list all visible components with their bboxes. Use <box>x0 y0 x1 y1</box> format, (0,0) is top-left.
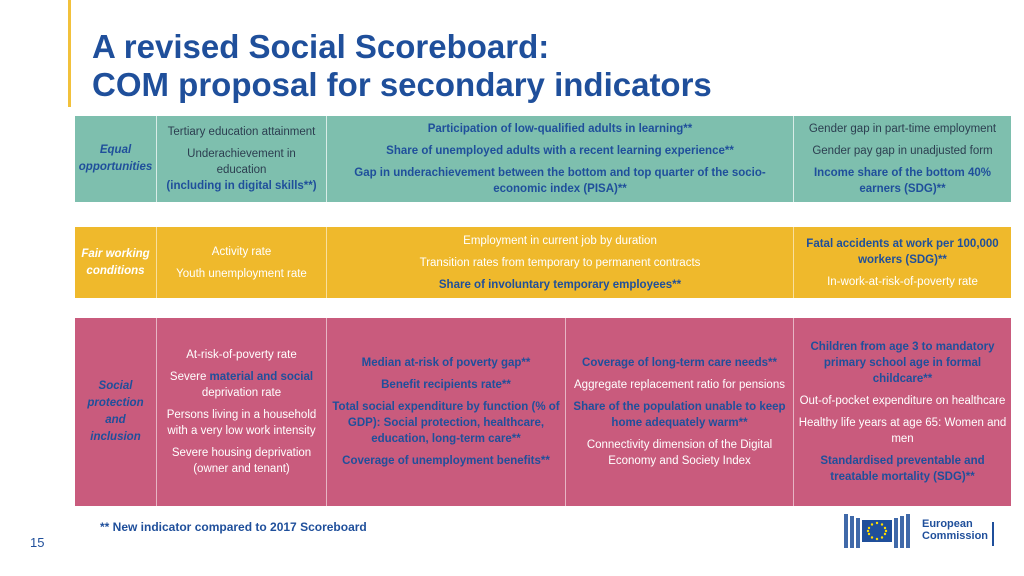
indicator-new: Participation of low-qualified adults in learning** <box>427 123 693 135</box>
indicator-text-new: (including in digital skills**) <box>166 180 317 192</box>
indicator-new: Children from age 3 to mandatory primary school age in formal childcare** <box>810 341 995 385</box>
indicator: In-work-at-risk-of-poverty rate <box>827 275 978 288</box>
indicator <box>170 369 313 401</box>
indicator-new: Coverage of unemployment benefits** <box>342 455 550 467</box>
indicator-new: Share of involuntary temporary employees** <box>438 278 682 291</box>
title-line-2: COM proposal for secondary indicators <box>92 66 712 103</box>
european-commission-logo <box>842 509 992 551</box>
indicator-new: Total social expenditure by function (% of GDP): Social protection, healthcare, education, long-term care** <box>332 401 560 445</box>
indicator: Youth unemployment rate <box>176 267 307 280</box>
indicator: Persons living in a household with a very low work intensity <box>166 409 317 437</box>
category-label: Fair working <box>81 247 150 260</box>
category-label: opportunities <box>78 161 153 173</box>
indicator: Employment in current job by duration <box>463 234 657 247</box>
indicator-new: Coverage of long-term care needs** <box>582 357 777 369</box>
indicator-text: Severe <box>169 371 210 383</box>
logo-divider <box>992 522 994 546</box>
indicator: Gender pay gap in unadjusted form <box>812 145 993 157</box>
indicator-new: Benefit recipients rate** <box>381 379 511 391</box>
logo-wordmark <box>922 518 988 542</box>
indicator: Healthy life years at age 65: Women and men <box>798 417 1007 445</box>
logo-line: European <box>922 518 973 530</box>
indicator-text: deprivation rate <box>201 387 282 399</box>
indicator-text: Underachievement in <box>187 148 296 160</box>
category-equal-opportunities <box>75 116 157 202</box>
category-label: and inclusion <box>90 414 141 443</box>
indicator-text: education <box>216 164 267 176</box>
category-social-protection <box>75 318 157 506</box>
indicator-new: Share of the population unable to keep home adequately warm** <box>573 401 786 429</box>
commission-building-icon <box>842 510 912 550</box>
logo-line: Commission <box>922 530 989 542</box>
category-label: protection <box>87 397 144 409</box>
title-line-1: A revised Social Scoreboard: <box>92 28 550 65</box>
fair-col-2 <box>327 227 794 298</box>
social-protection-block <box>75 318 1011 506</box>
social-col-4 <box>794 318 1011 506</box>
social-col-3 <box>566 318 794 506</box>
indicator-new: Fatal accidents at work per 100,000 workers (SDG)** <box>806 237 999 266</box>
indicator-new: Standardised preventable and treatable mortality (SDG)** <box>820 455 985 483</box>
category-label: Equal <box>99 144 132 156</box>
fair-col-3 <box>794 227 1011 298</box>
indicator: Out-of-pocket expenditure on healthcare <box>799 395 1006 407</box>
indicator-new: Gap in underachievement between the bottom and top quarter of the socio-economic index (PISA)** <box>354 167 766 195</box>
title-accent-bar <box>68 0 71 107</box>
equal-col-3 <box>794 116 1011 202</box>
page-number: 15 <box>30 535 45 550</box>
indicator: Aggregate replacement ratio for pensions <box>574 379 785 391</box>
indicator-text-new: material and social <box>209 371 314 383</box>
indicator: Gender gap in part-time employment <box>808 123 997 135</box>
equal-col-1 <box>157 116 327 202</box>
equal-col-2 <box>327 116 794 202</box>
indicator: Connectivity dimension of the Digital Economy and Society Index <box>586 439 773 467</box>
indicator <box>166 146 316 194</box>
social-col-1 <box>157 318 327 506</box>
social-col-2 <box>327 318 566 506</box>
slide-title <box>92 28 712 104</box>
indicator: Activity rate <box>211 245 272 258</box>
indicator: Tertiary education attainment <box>167 126 316 138</box>
indicator: At-risk-of-poverty rate <box>186 349 297 361</box>
fair-working-conditions-block <box>75 227 1011 298</box>
footnote: ** New indicator compared to 2017 Scoreboard <box>100 520 367 534</box>
category-fair-working-conditions <box>75 227 157 298</box>
category-label: Social <box>98 380 133 392</box>
indicator-new: Income share of the bottom 40% earners (SDG)** <box>813 167 991 195</box>
indicator: Severe housing deprivation (owner and tenant) <box>171 447 312 475</box>
category-label: conditions <box>86 264 145 277</box>
indicator-new: Median at-risk of poverty gap** <box>361 357 531 369</box>
indicator-new: Share of unemployed adults with a recent learning experience** <box>386 145 734 157</box>
equal-opportunities-block <box>75 116 1011 202</box>
fair-col-1 <box>157 227 327 298</box>
indicator: Transition rates from temporary to permanent contracts <box>419 256 701 269</box>
